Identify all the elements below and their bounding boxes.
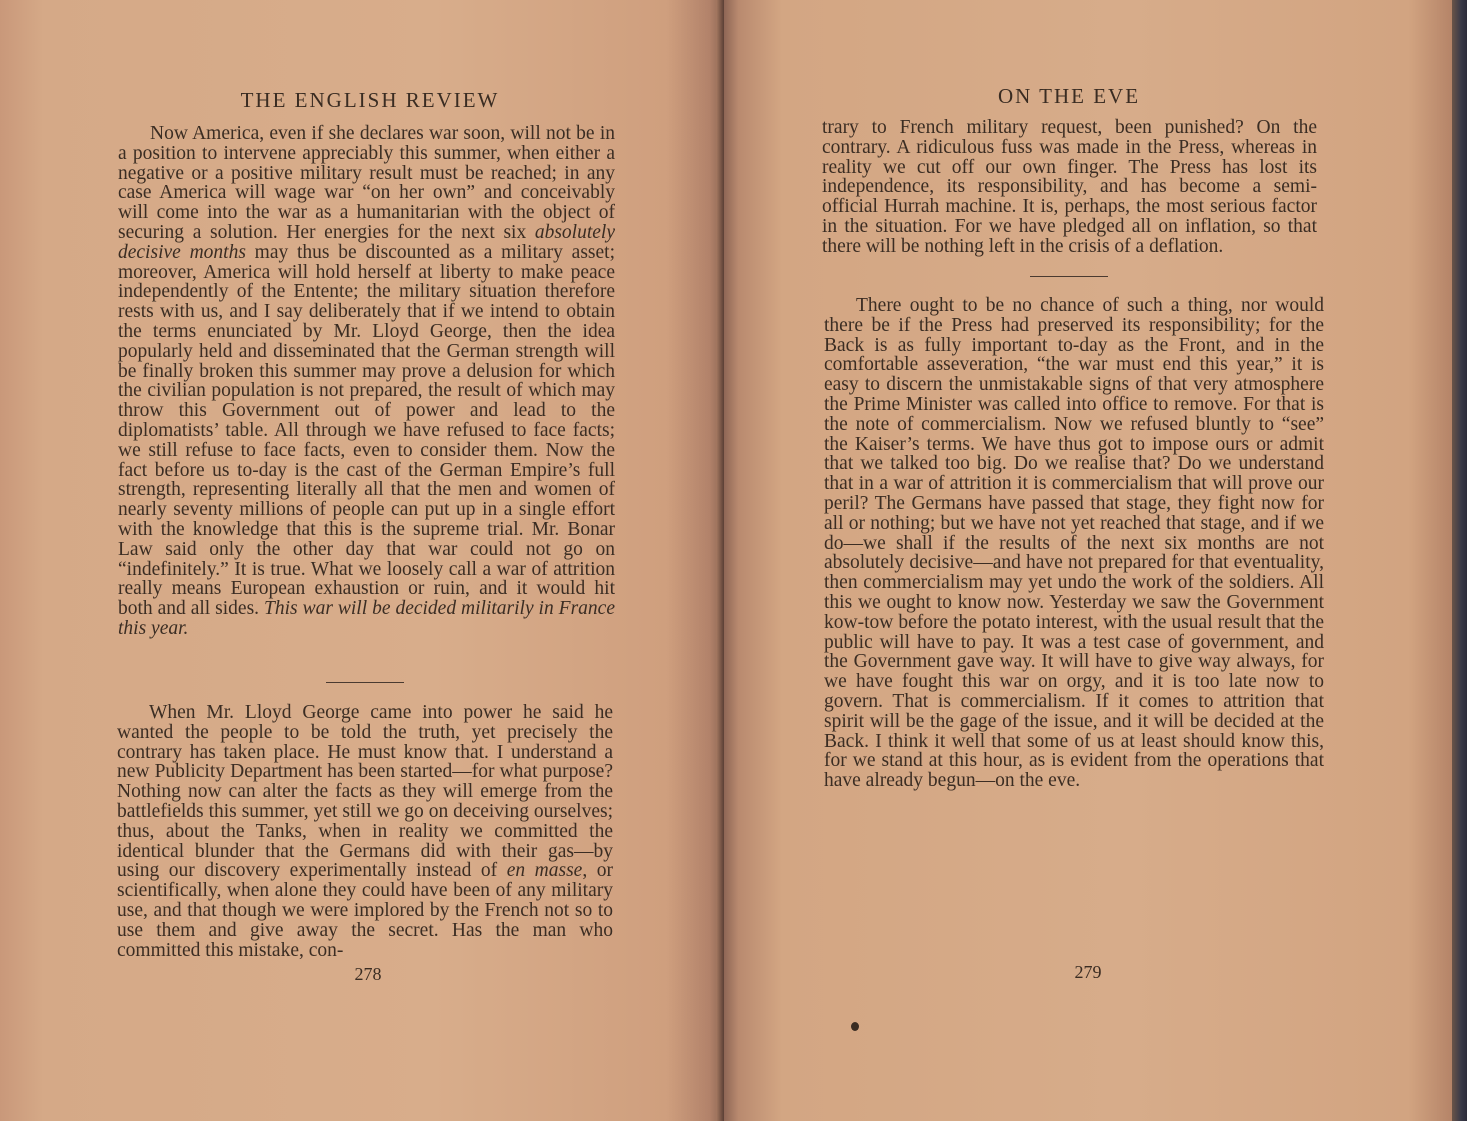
left-paragraph-2-italic: en masse: [506, 860, 583, 882]
left-paragraph-2-part-a: When Mr. Lloyd George came into power he said he wanted the people to be told the truth, yet precisely the contrary has taken place. He must know that. I understand a new Publicity Department has been started—for what purpose? Nothing now can alter the facts as they will emerge from the battlefields this summer, yet still we go on deceiving ourselves; thus, about the Tanks, when in reality we committed the identical blunder that the Germans did with their gas—by using our discovery experimentally instead of: [117, 702, 613, 882]
right-section-divider: [1030, 276, 1108, 277]
right-paragraph-2: There ought to be no chance of such a thing, nor would there be if the Press had preserved its responsibility; for the Back is as fully important to-day as the Front, and in the comfortable asseveration, “the war must end this year,” it is easy to discern the unmistakable signs of that very atmosphere the Prime Minister was called into office to remove. For that is the note of commercialism. Now we refused bluntly to “see” the Kaiser’s terms. We have thus got to impose ours or admit that we talked too big. Do we realise that? Do we understand that in a war of attrition it is commercialism that will prove our peril? The Germans have passed that stage, they fight now for all or nothing; but we have not yet reached that stage, and if we do—we shall if the results of the next six months are not absolutely decisive—and have not prepared for that eventuality, then commercialism may yet undo the work of the soldiers. All this we ought to know now. Yesterday we saw the Government kow-tow before the potato interest, with the usual result that the public will have to pay. It was a test case of government, and the Government gave way. It will have to give way always, for we have fought this war on orgy, and it is too late now to govern. That is commercialism. If it comes to attrition that spirit will be the gage of the issue, and it will be decided at the Back. I think it well that some of us at least should know this, for we stand at this hour, as is evident from the operations that have already begun—on the eve.: [824, 295, 1324, 792]
left-section-divider: [326, 682, 404, 683]
left-paragraph-1-part-a: Now America, even if she declares war soon, will not be in a position to intervene appreciably this summer, when either a negative or a positive military result must be reached; in any case America will wage war “on her own” and conceivably will come into the war as a humanitarian with the object of securing a solution. Her energies for the next six: [118, 123, 615, 243]
left-paragraph-1-italic: absolutely decisive months: [118, 221, 615, 263]
right-page-number: 279: [1074, 962, 1102, 982]
left-page: [0, 0, 724, 1121]
right-page: [724, 0, 1452, 1121]
right-body-text-2: [824, 296, 1324, 791]
left-running-head: THE ENGLISH REVIEW: [240, 88, 500, 112]
left-body-text: [118, 124, 615, 639]
ink-blemish: [851, 1022, 859, 1031]
right-running-head: ON THE EVE: [997, 84, 1141, 108]
left-page-number: 278: [354, 964, 382, 984]
left-paragraph-2-part-b: , or scientifically, when alone they could have been of any military use, and that though we were implored by the French not so to use them and give away the secret. Has the man who committed this mistake, con-: [117, 860, 613, 961]
book-cover-edge: [1452, 0, 1467, 1121]
left-paragraph-1-closing-italic: This war will be decided militarily in France this year.: [118, 598, 615, 639]
right-paragraph-1: trary to French military request, been punished? On the contrary. A ridiculous fuss was made in the Press, whereas in reality we cut off our own finger. The Press has lost its independence, its responsibility, and has become a semi-official Hurrah machine. It is, perhaps, the most serious factor in the situation. For we have pledged all on inflation, so that there will be nothing left in the crisis of a deflation.: [822, 117, 1317, 257]
left-paragraph-1: [118, 124, 615, 639]
left-paragraph-1-part-b: may thus be discounted as a military asset; moreover, America will hold herself at liberty to make peace independently of the Entente; the military situation therefore rests with us, and I say deliberately that if we intend to obtain the terms enunciated by Mr. Lloyd George, then the idea popularly held and disseminated that the German strength will be finally broken this summer may prove a delusion for which the civilian population is not prepared, the result of which may throw this Government out of power and lead to the diplomatists’ table. All through we have refused to face facts; we still refuse to face facts, even to consider them. Now the fact before us to-day is the cast of the German Empire’s full strength, representing literally all that the men and women of nearly seventy millions of people can put up in a single effort with the knowledge that this is the supreme trial. Mr. Bonar Law said only the other day that war could not go on “indefinitely.” It is true. What we loosely call a war of attrition really means European exhaustion or ruin, and it would hit both and all sides.: [118, 241, 615, 620]
left-paragraph-2: [117, 703, 613, 960]
left-body-text-2: [117, 703, 613, 960]
right-body-text: [822, 118, 1317, 257]
